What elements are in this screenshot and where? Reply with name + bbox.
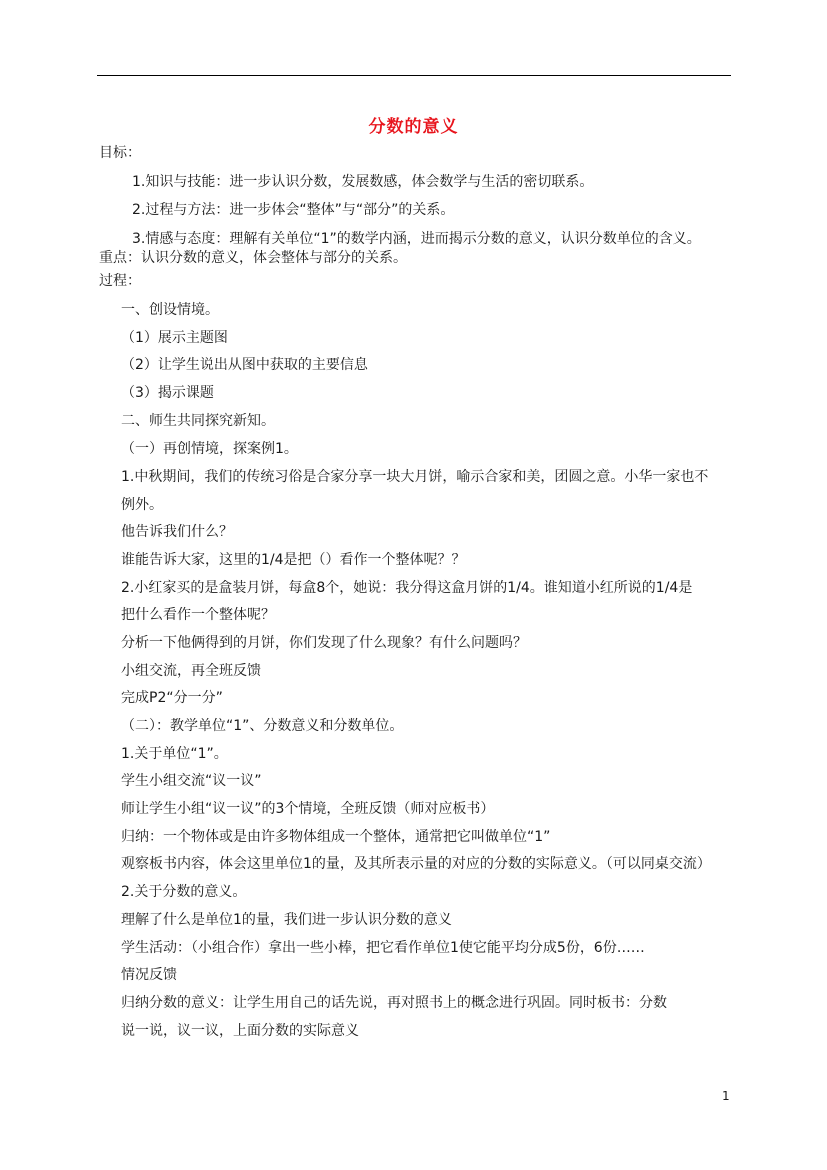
paragraph-line: 学生小组交流“议一议” [121, 773, 262, 789]
paragraph-line: 完成P2“分一分” [121, 690, 223, 706]
paragraph-line: 二、师生共同探究新知。 [121, 413, 275, 429]
goal-item-1: 1.知识与技能：进一步认识分数，发展数感，体会数学与生活的密切联系。 [132, 174, 594, 190]
paragraph-line: （2）让学生说出从图中获取的主要信息 [121, 357, 368, 373]
paragraph-line: 2.小红家买的是盒装月饼，每盒8个，她说：我分得这盒月饼的1/4。谁知道小红所说的1/4是 [121, 580, 693, 596]
page-number: 1 [722, 1089, 730, 1103]
paragraph-line: （3）揭示课题 [121, 385, 214, 401]
paragraph-line: 理解了什么是单位1的量，我们进一步认识分数的意义 [121, 912, 452, 928]
goal-item-2: 2.过程与方法：进一步体会“整体”与“部分”的关系。 [132, 202, 455, 218]
paragraph-line: 一、创设情境。 [121, 302, 219, 318]
header-rule [97, 75, 731, 76]
goal-item-3: 3.情感与态度：理解有关单位“1”的数学内涵，进而揭示分数的意义，认识分数单位的含义。 [132, 231, 701, 247]
paragraph-line: （1）展示主题图 [121, 330, 228, 346]
section-goals-label: 目标： [99, 145, 141, 161]
section-process-label: 过程： [99, 273, 141, 289]
paragraph-line: 1.中秋期间，我们的传统习俗是合家分享一块大月饼，喻示合家和美，团圆之意。小华一家也不 [121, 469, 709, 485]
paragraph-line: 谁能告诉大家，这里的1/4是把（）看作一个整体呢？？ [121, 552, 466, 568]
paragraph-line: 观察板书内容，体会这里单位1的量，及其所表示量的对应的分数的实际意义。（可以同桌交流） [121, 856, 711, 872]
paragraph-line: 归纳：一个物体或是由许多物体组成一个整体，通常把它叫做单位“1” [121, 829, 551, 845]
paragraph-line: （一）再创情境，探案例1。 [121, 441, 298, 457]
paragraph-line: 小组交流，再全班反馈 [121, 663, 261, 679]
paragraph-line: 把什么看作一个整体呢？ [121, 607, 275, 623]
document-title: 分数的意义 [368, 117, 459, 137]
paragraph-line: 归纳分数的意义：让学生用自己的话先说，再对照书上的概念进行巩固。同时板书：分数 [121, 995, 667, 1011]
paragraph-line: 分析一下他俩得到的月饼，你们发现了什么现象？有什么问题吗？ [121, 635, 527, 651]
paragraph-line: 2.关于分数的意义。 [121, 884, 247, 900]
key-point-line: 重点：认识分数的意义，体会整体与部分的关系。 [99, 250, 407, 266]
paragraph-line: （二）：教学单位“1”、分数意义和分数单位。 [121, 718, 404, 734]
paragraph-line: 师让学生小组“议一议”的3个情境，全班反馈（师对应板书） [121, 801, 495, 817]
paragraph-line: 1.关于单位“1”。 [121, 746, 228, 762]
paragraph-line: 例外。 [121, 497, 163, 513]
paragraph-line: 说一说，议一议，上面分数的实际意义 [121, 1023, 359, 1039]
paragraph-line: 学生活动：（小组合作）拿出一些小棒，把它看作单位1使它能平均分成5份，6份…… [121, 940, 645, 956]
paragraph-line: 他告诉我们什么？ [121, 524, 233, 540]
paragraph-line: 情况反馈 [121, 967, 177, 983]
